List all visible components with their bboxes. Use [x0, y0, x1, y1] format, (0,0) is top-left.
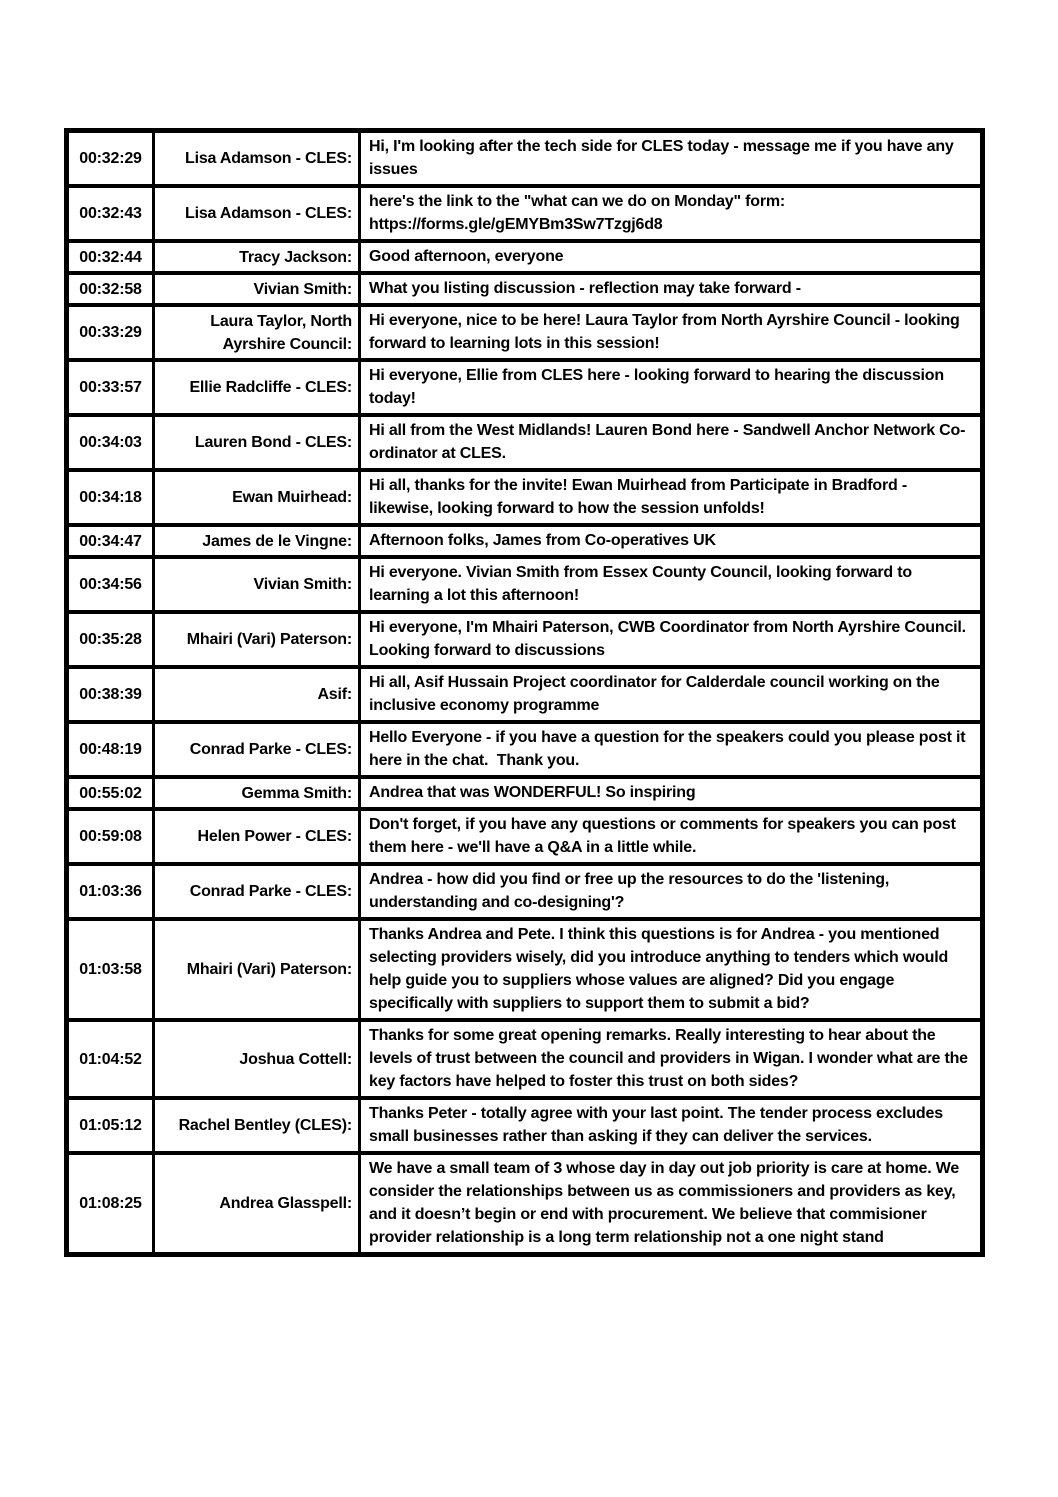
speaker-cell: James de le Vingne:	[154, 525, 360, 557]
timestamp-cell: 01:04:52	[67, 1020, 154, 1098]
chat-row	[67, 241, 983, 273]
speaker-cell: Ellie Radcliffe - CLES:	[154, 360, 360, 415]
speaker-cell: Ewan Muirhead:	[154, 470, 360, 525]
message-cell: Afternoon folks, James from Co-operatives UK	[360, 525, 983, 557]
chat-row	[67, 612, 983, 667]
chat-row	[67, 470, 983, 525]
speaker-cell: Vivian Smith:	[154, 557, 360, 612]
chat-row	[67, 415, 983, 470]
chat-row	[67, 525, 983, 557]
chat-table-body	[67, 131, 983, 1255]
message-cell: Hi everyone, nice to be here! Laura Taylor from North Ayrshire Council - looking forward to learning lots in this session!	[360, 305, 983, 360]
chat-row	[67, 557, 983, 612]
message-cell: Andrea - how did you find or free up the resources to do the 'listening, understanding and co-designing'?	[360, 864, 983, 919]
message-cell: Andrea that was WONDERFUL! So inspiring	[360, 777, 983, 809]
chat-row	[67, 360, 983, 415]
chat-row	[67, 273, 983, 305]
chat-row	[67, 777, 983, 809]
message-cell: Hello Everyone - if you have a question for the speakers could you please post it here in the chat. Thank you.	[360, 722, 983, 777]
speaker-cell: Helen Power - CLES:	[154, 809, 360, 864]
message-cell: Hi all, Asif Hussain Project coordinator for Calderdale council working on the inclusive economy programme	[360, 667, 983, 722]
message-cell: here's the link to the "what can we do on Monday" form: https://forms.gle/gEMYBm3Sw7Tzgj6d8	[360, 186, 983, 241]
timestamp-cell: 00:59:08	[67, 809, 154, 864]
timestamp-cell: 00:32:29	[67, 131, 154, 187]
speaker-cell: Lisa Adamson - CLES:	[154, 186, 360, 241]
message-cell: We have a small team of 3 whose day in day out job priority is care at home. We consider the relationships between us as commissioners and providers as key, and it doesn’t begin or end with procurement. We believe that commisioner provider relationship is a long term relationship not a one night stand	[360, 1153, 983, 1255]
speaker-cell: Vivian Smith:	[154, 273, 360, 305]
speaker-cell: Conrad Parke - CLES:	[154, 864, 360, 919]
message-cell: Hi everyone, I'm Mhairi Paterson, CWB Coordinator from North Ayrshire Council. Looking forward to discussions	[360, 612, 983, 667]
timestamp-cell: 00:32:58	[67, 273, 154, 305]
chat-log-table	[64, 128, 985, 1257]
timestamp-cell: 00:55:02	[67, 777, 154, 809]
message-cell: Thanks Andrea and Pete. I think this questions is for Andrea - you mentioned selecting providers wisely, did you introduce anything to tenders which would help guide you to suppliers whose values are aligned? Did you engage specifically with suppliers to support them to submit a bid?	[360, 919, 983, 1020]
timestamp-cell: 01:03:58	[67, 919, 154, 1020]
message-cell: What you listing discussion - reflection may take forward -	[360, 273, 983, 305]
speaker-cell: Lauren Bond - CLES:	[154, 415, 360, 470]
chat-row	[67, 667, 983, 722]
chat-row	[67, 809, 983, 864]
message-cell: Hi all, thanks for the invite! Ewan Muirhead from Participate in Bradford - likewise, looking forward to how the session unfolds!	[360, 470, 983, 525]
timestamp-cell: 01:03:36	[67, 864, 154, 919]
chat-row	[67, 131, 983, 187]
speaker-cell: Conrad Parke - CLES:	[154, 722, 360, 777]
speaker-cell: Lisa Adamson - CLES:	[154, 131, 360, 187]
message-cell: Hi all from the West Midlands! Lauren Bond here - Sandwell Anchor Network Co-ordinator at CLES.	[360, 415, 983, 470]
chat-row	[67, 1098, 983, 1153]
speaker-cell: Rachel Bentley (CLES):	[154, 1098, 360, 1153]
chat-row	[67, 186, 983, 241]
chat-row	[67, 722, 983, 777]
timestamp-cell: 01:08:25	[67, 1153, 154, 1255]
timestamp-cell: 00:35:28	[67, 612, 154, 667]
message-cell: Thanks for some great opening remarks. Really interesting to hear about the levels of trust between the council and providers in Wigan. I wonder what are the key factors have helped to foster this trust on both sides?	[360, 1020, 983, 1098]
timestamp-cell: 00:33:29	[67, 305, 154, 360]
timestamp-cell: 00:38:39	[67, 667, 154, 722]
message-cell: Hi, I'm looking after the tech side for CLES today - message me if you have any issues	[360, 131, 983, 187]
speaker-cell: Asif:	[154, 667, 360, 722]
speaker-cell: Mhairi (Vari) Paterson:	[154, 612, 360, 667]
timestamp-cell: 00:34:47	[67, 525, 154, 557]
timestamp-cell: 00:34:03	[67, 415, 154, 470]
speaker-cell: Tracy Jackson:	[154, 241, 360, 273]
speaker-cell: Gemma Smith:	[154, 777, 360, 809]
timestamp-cell: 00:33:57	[67, 360, 154, 415]
speaker-cell: Andrea Glasspell:	[154, 1153, 360, 1255]
chat-row	[67, 1020, 983, 1098]
timestamp-cell: 01:05:12	[67, 1098, 154, 1153]
message-cell: Good afternoon, everyone	[360, 241, 983, 273]
message-cell: Thanks Peter - totally agree with your last point. The tender process excludes small businesses rather than asking if they can deliver the services.	[360, 1098, 983, 1153]
chat-row	[67, 1153, 983, 1255]
chat-row	[67, 864, 983, 919]
message-cell: Don't forget, if you have any questions or comments for speakers you can post them here - we'll have a Q&A in a little while.	[360, 809, 983, 864]
timestamp-cell: 00:34:56	[67, 557, 154, 612]
speaker-cell: Mhairi (Vari) Paterson:	[154, 919, 360, 1020]
timestamp-cell: 00:32:43	[67, 186, 154, 241]
chat-row	[67, 919, 983, 1020]
timestamp-cell: 00:32:44	[67, 241, 154, 273]
speaker-cell: Joshua Cottell:	[154, 1020, 360, 1098]
speaker-cell: Laura Taylor, North Ayrshire Council:	[154, 305, 360, 360]
timestamp-cell: 00:48:19	[67, 722, 154, 777]
timestamp-cell: 00:34:18	[67, 470, 154, 525]
chat-row	[67, 305, 983, 360]
message-cell: Hi everyone. Vivian Smith from Essex County Council, looking forward to learning a lot this afternoon!	[360, 557, 983, 612]
message-cell: Hi everyone, Ellie from CLES here - looking forward to hearing the discussion today!	[360, 360, 983, 415]
